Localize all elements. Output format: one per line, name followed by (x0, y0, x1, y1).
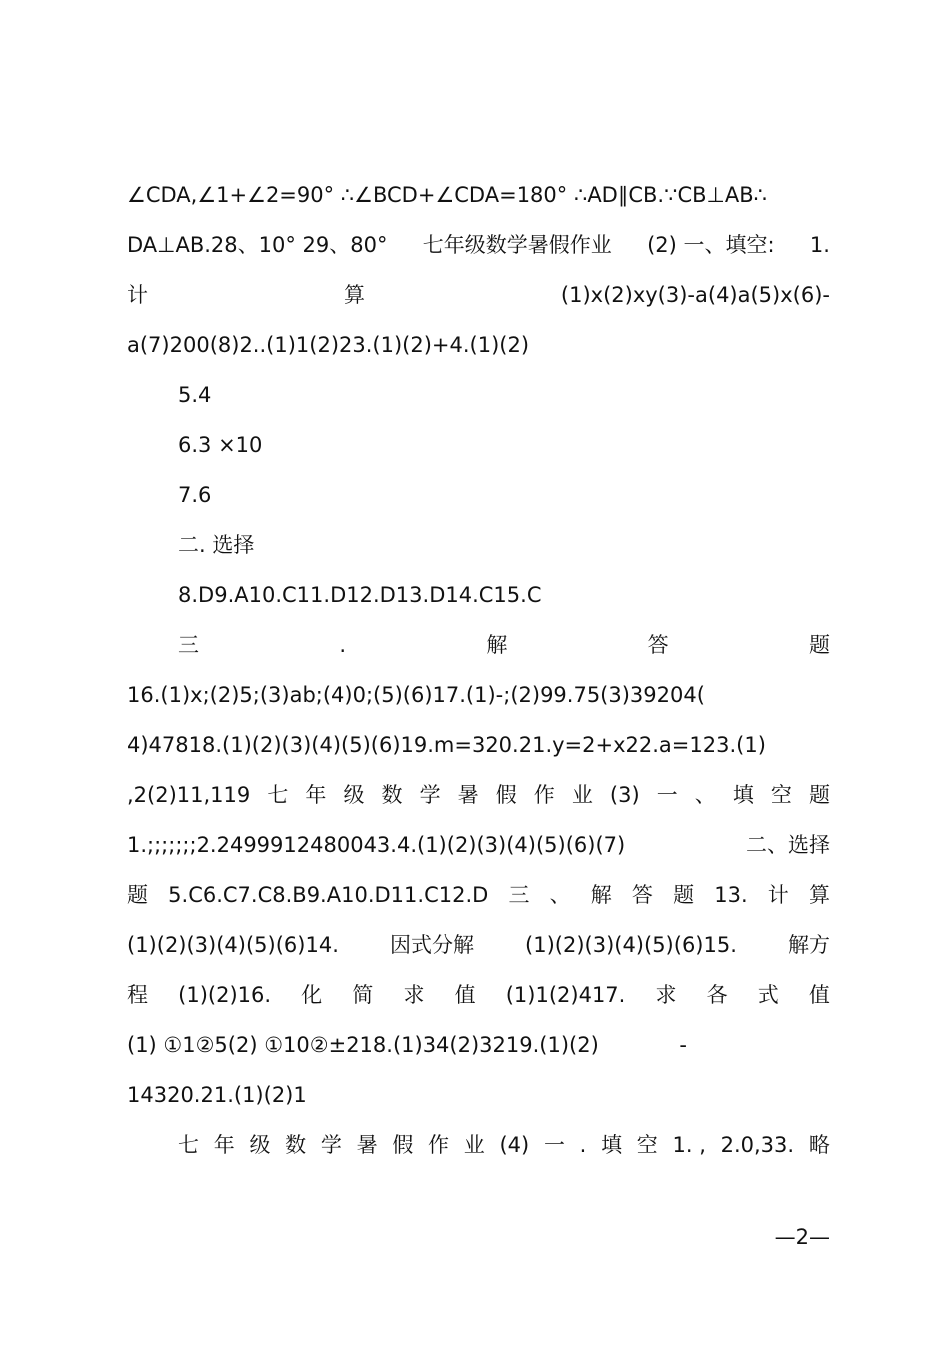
segment: 8.D9.A10.C11.D12.D13.D14.C15.C (178, 583, 542, 607)
text-line-17 (127, 980, 830, 1010)
segment: 计 (767, 883, 789, 907)
segment: 5.C6.C7.C8.B9.A10.D11.C12.D (168, 883, 489, 907)
segment: 七 (267, 783, 289, 807)
segment: 学 (419, 783, 441, 807)
segment: . (339, 633, 347, 657)
segment: (1) ①1②5(2) ①10②±218.(1)34(2)3219.(1)(2) (127, 1033, 599, 1057)
segment: 解 (486, 633, 508, 657)
segment: 解方 (787, 933, 830, 957)
segment: 各 (706, 983, 728, 1007)
segment: 解 (590, 883, 612, 907)
segment: 1. (809, 233, 830, 257)
text-line-12 (127, 730, 830, 760)
segment: 因式分解 (389, 933, 474, 957)
segment: 求 (655, 983, 677, 1007)
text-line-14 (127, 830, 830, 860)
segment: 题 (673, 883, 695, 907)
segment: 简 (352, 983, 374, 1007)
segment: 填 (732, 783, 754, 807)
segment: ,2(2)11,119 (127, 783, 251, 807)
segment: 4)47818.(1)(2)(3)(4)(5)(6)19.m=320.21.y=2+x22.a=123.(1) (127, 733, 766, 757)
segment: 化 (301, 983, 323, 1007)
segment: (1)(2)(3)(4)(5)(6)14. (127, 933, 339, 957)
segment: 数 (381, 783, 403, 807)
segment: 13. (714, 883, 748, 907)
text-line-20 (178, 1130, 830, 1160)
segment: 1.;;;;;;;2.2499912480043.4.(1)(2)(3)(4)(5)(6)(7) (127, 833, 626, 857)
text-line-2 (127, 230, 830, 260)
segment: 作 (428, 1133, 450, 1157)
segment: (1)x(2)xy(3)-a(4)a(5)x(6)- (560, 283, 830, 307)
text-line-15 (127, 880, 830, 910)
segment: 假 (495, 783, 517, 807)
text-line-9 (178, 580, 830, 610)
segment: 答 (631, 883, 653, 907)
text-line-19 (127, 1080, 830, 1110)
text-line-18 (127, 1030, 687, 1060)
segment: (1)(2)(3)(4)(5)(6)15. (525, 933, 737, 957)
segment: 值 (808, 983, 830, 1007)
segment: 空 (770, 783, 792, 807)
text-line-13 (127, 780, 830, 810)
segment: (2) 一、填空: (647, 233, 775, 257)
segment: 计 (127, 283, 148, 307)
segment: 2.0,33. (720, 1133, 795, 1157)
segment: 三 (178, 633, 199, 657)
segment: 七年级数学暑假作业 (422, 233, 612, 257)
segment: 业 (571, 783, 593, 807)
segment: 三 (508, 883, 530, 907)
segment: (1)1(2)417. (505, 983, 626, 1007)
text-line-1 (127, 180, 830, 210)
segment: 一 (543, 1133, 565, 1157)
segment: DA⊥AB.28、10° 29、80° (127, 233, 388, 257)
segment: 七 (178, 1133, 199, 1157)
segment: 1. , (672, 1133, 706, 1157)
segment: (1)(2)16. (178, 983, 272, 1007)
segment: 年 (305, 783, 327, 807)
segment: 题 (809, 633, 830, 657)
segment: 作 (533, 783, 555, 807)
segment: (3) (609, 783, 640, 807)
segment: 答 (647, 633, 669, 657)
text-line-11 (127, 680, 830, 710)
segment: . (579, 1133, 587, 1157)
segment: 5.4 (178, 383, 212, 407)
text-line-16 (127, 930, 830, 960)
segment: 年 (213, 1133, 235, 1157)
text-line-4 (127, 330, 830, 360)
text-line-6 (178, 430, 830, 460)
text-line-7 (178, 480, 830, 510)
segment: ∠CDA,∠1+∠2=90° ∴∠BCD+∠CDA=180° ∴AD∥CB.∵CB⊥AB∴ (127, 183, 767, 207)
segment: 二、选择 (746, 833, 830, 857)
segment: 填 (601, 1133, 623, 1157)
segment: 算 (808, 883, 830, 907)
segment: 业 (463, 1133, 485, 1157)
segment: 值 (454, 983, 476, 1007)
segment: 算 (343, 283, 365, 307)
segment: 式 (757, 983, 779, 1007)
segment: 暑 (356, 1133, 378, 1157)
segment: 6.3 ×10 (178, 433, 263, 457)
segment: 程 (127, 983, 148, 1007)
segment: 二. 选择 (178, 533, 255, 557)
segment: (4) (499, 1133, 530, 1157)
segment: 级 (343, 783, 365, 807)
segment: 学 (320, 1133, 342, 1157)
text-line-5 (178, 380, 830, 410)
segment: 7.6 (178, 483, 212, 507)
page-number: —2— (774, 1225, 830, 1249)
segment: 假 (392, 1133, 414, 1157)
segment: 16.(1)x;(2)5;(3)ab;(4)0;(5)(6)17.(1)-;(2)99.75(3)39204( (127, 683, 705, 707)
segment: a(7)200(8)2..(1)1(2)23.(1)(2)+4.(1)(2) (127, 333, 530, 357)
segment: 空 (636, 1133, 658, 1157)
text-line-8 (178, 530, 830, 560)
segment: 数 (285, 1133, 307, 1157)
segment: 、 (694, 783, 716, 807)
segment: 题 (127, 883, 148, 907)
segment: 暑 (457, 783, 479, 807)
segment: - (679, 1033, 687, 1057)
text-line-3 (127, 280, 830, 310)
segment: 14320.21.(1)(2)1 (127, 1083, 307, 1107)
segment: 级 (249, 1133, 271, 1157)
segment: 略 (808, 1133, 830, 1157)
segment: 题 (808, 783, 830, 807)
segment: 一 (656, 783, 678, 807)
text-line-10 (178, 630, 830, 660)
segment: 、 (549, 883, 571, 907)
segment: 求 (403, 983, 425, 1007)
